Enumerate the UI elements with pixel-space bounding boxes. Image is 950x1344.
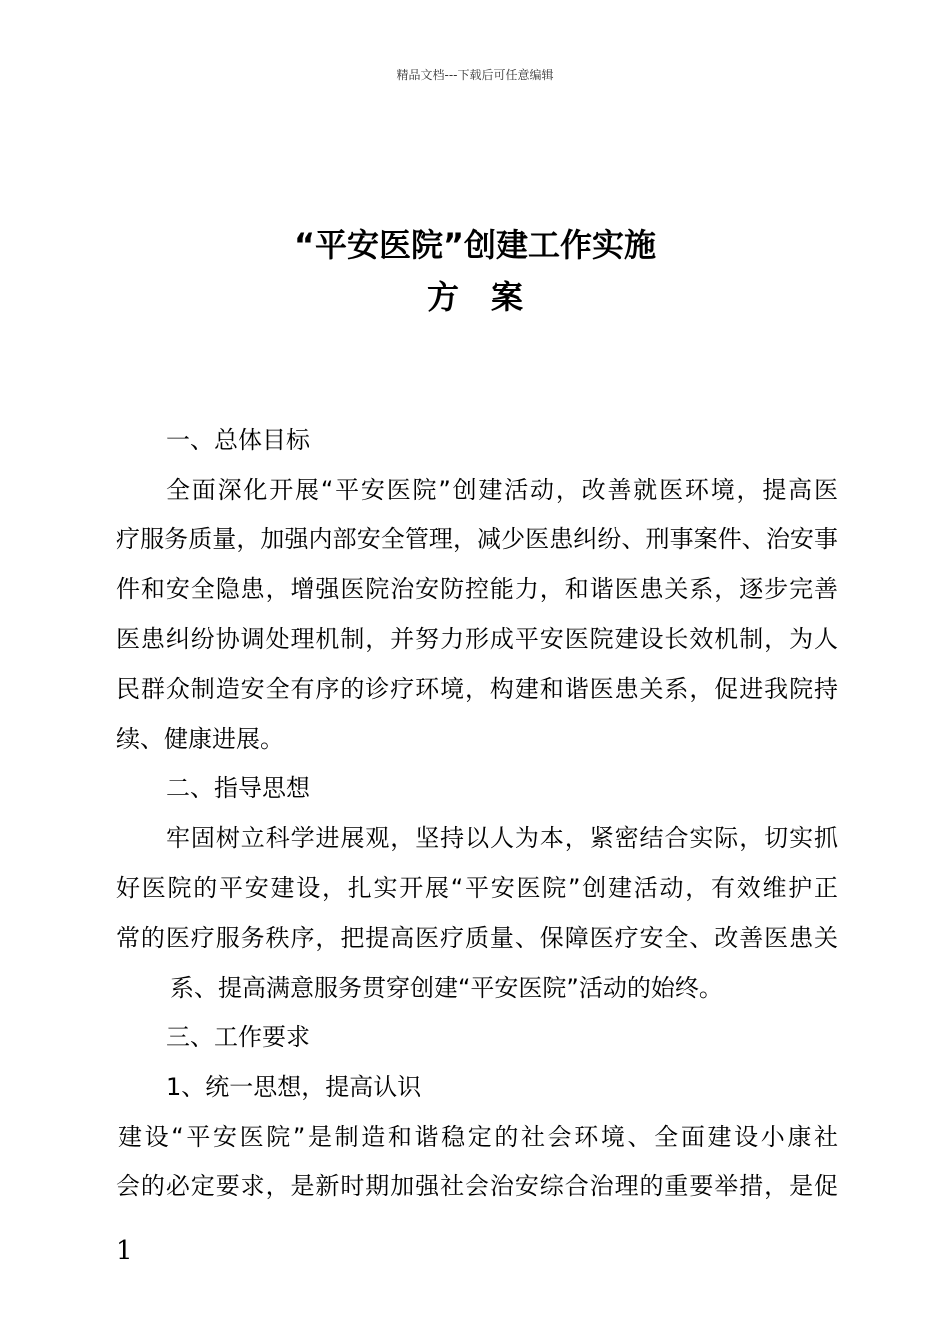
- paragraph-line: 常的医疗服务秩序，把提高医疗质量、保障医疗安全、改善医患关: [116, 924, 838, 952]
- document-title-line-2: 方 案: [426, 278, 523, 316]
- paragraph-line: 牢固树立科学进展观，坚持以人为本，紧密结合实际，切实抓: [166, 824, 838, 852]
- paragraph-line: 医患纠纷协调处理机制，并努力形成平安医院建设长效机制，为人: [116, 625, 838, 653]
- section-heading: 二、指导思想: [166, 774, 310, 802]
- page-header: 精品文档---下载后可任意编辑: [396, 68, 554, 82]
- paragraph-line: 件和安全隐患，增强医院治安防控能力，和谐医患关系，逐步完善: [116, 575, 838, 603]
- paragraph-line: 续、健康进展。: [116, 725, 284, 753]
- paragraph-line: 民群众制造安全有序的诊疗环境，构建和谐医患关系，促进我院持: [116, 675, 838, 703]
- section-heading: 三、工作要求: [166, 1023, 310, 1051]
- page-number: 1: [116, 1236, 133, 1266]
- paragraph-line: 疗服务质量，加强内部安全管理，减少医患纠纷、刑事案件、治安事: [116, 525, 838, 553]
- paragraph-line: 系、提高满意服务贯穿创建“平安医院”活动的始终。: [170, 974, 723, 1002]
- paragraph-line: 好医院的平安建设，扎实开展“平安医院”创建活动，有效维护正: [116, 874, 838, 902]
- subsection-heading: 1、统一思想，提高认识: [166, 1073, 422, 1101]
- section-heading: 一、总体目标: [166, 426, 310, 454]
- document-title-line-1: “平安医院”创建工作实施: [293, 226, 657, 264]
- paragraph-line: 会的必定要求，是新时期加强社会治安综合治理的重要举措，是促: [116, 1172, 838, 1200]
- paragraph-line: 全面深化开展“平安医院”创建活动，改善就医环境，提高医: [166, 476, 838, 504]
- paragraph-line: 建设“平安医院”是制造和谐稳定的社会环境、全面建设小康社: [118, 1123, 838, 1151]
